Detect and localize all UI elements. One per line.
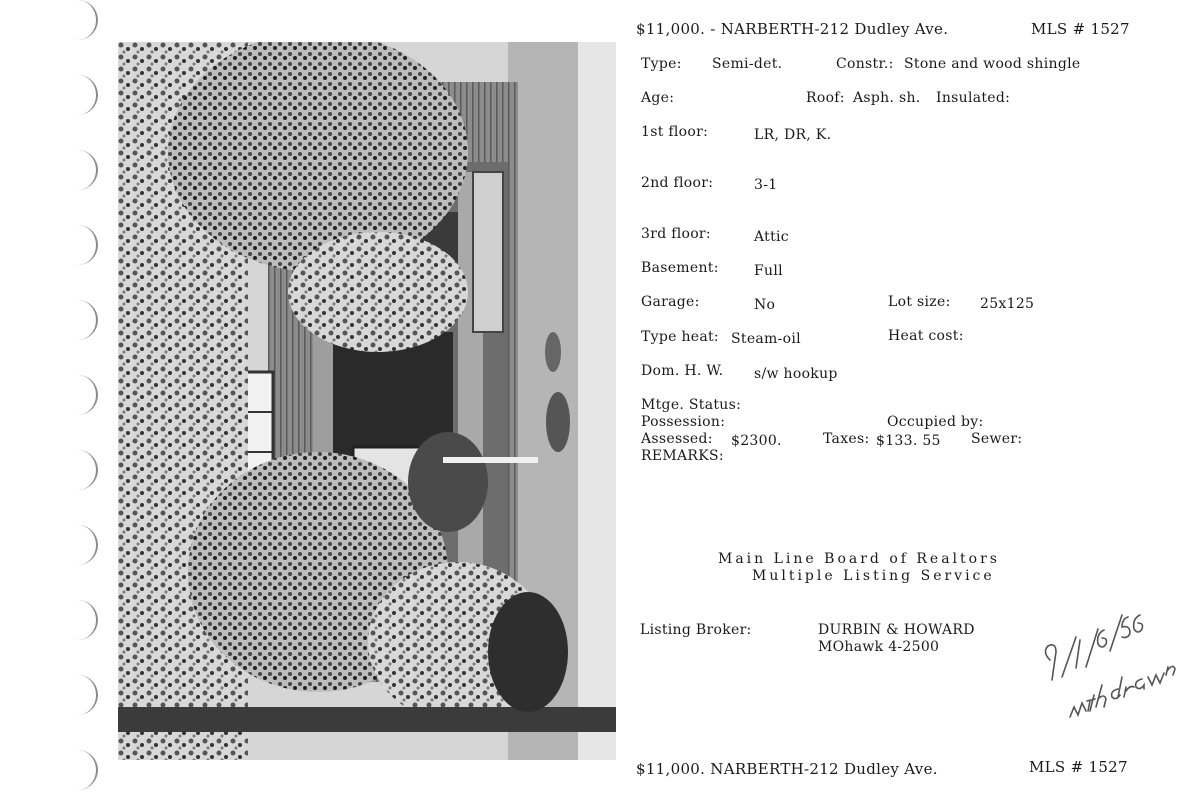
binder-hole — [70, 300, 98, 340]
remarks-label: REMARKS: — [641, 448, 724, 464]
taxes-label: Taxes: — [823, 431, 870, 447]
listing-header-mls: MLS # 1527 — [1031, 20, 1130, 38]
floor2-value: 3-1 — [754, 177, 778, 193]
lot-size-value: 25x125 — [980, 296, 1035, 312]
floor3-value: Attic — [754, 229, 789, 245]
sewer-label: Sewer: — [971, 431, 1023, 447]
binder-hole — [70, 75, 98, 115]
floor1-label: 1st floor: — [641, 124, 709, 140]
listing-footer-price-address: $11,000. NARBERTH-212 Dudley Ave. — [636, 760, 938, 778]
basement-label: Basement: — [641, 260, 719, 276]
handwritten-withdrawn-note — [1030, 585, 1200, 735]
floor2-label: 2nd floor: — [641, 175, 714, 191]
binder-hole — [70, 525, 98, 565]
type-label: Type: — [641, 56, 682, 72]
insulated-label: Insulated: — [936, 90, 1011, 106]
dom-hw-value: s/w hookup — [754, 366, 838, 382]
binder-hole — [70, 375, 98, 415]
lot-size-label: Lot size: — [888, 294, 951, 310]
roof-value: Asph. sh. — [853, 90, 921, 106]
house-photo — [118, 42, 616, 760]
listing-header-price-address: $11,000. - NARBERTH-212 Dudley Ave. — [636, 20, 949, 38]
binder-holes — [0, 0, 110, 800]
board-name: Main Line Board of Realtors — [718, 551, 1000, 567]
handwriting-image — [1030, 585, 1200, 735]
broker-phone: MOhawk 4-2500 — [818, 639, 940, 655]
heat-cost-label: Heat cost: — [888, 328, 964, 344]
board-service: Multiple Listing Service — [752, 568, 995, 584]
garage-value: No — [754, 297, 776, 313]
floor3-label: 3rd floor: — [641, 226, 711, 242]
assessed-label: Assessed: — [641, 431, 713, 447]
binder-hole — [70, 0, 98, 40]
mtge-status-label: Mtge. Status: — [641, 397, 742, 413]
age-label: Age: — [641, 90, 675, 106]
constr-value: Stone and wood shingle — [904, 56, 1081, 72]
assessed-value: $2300. — [731, 433, 782, 449]
heat-type-value: Steam-oil — [731, 331, 801, 347]
house-photo-image — [118, 42, 616, 760]
listing-footer-mls: MLS # 1527 — [1029, 758, 1128, 776]
taxes-value: $133. 55 — [876, 433, 941, 449]
binder-hole — [70, 450, 98, 490]
garage-label: Garage: — [641, 294, 700, 310]
floor1-value: LR, DR, K. — [754, 127, 832, 143]
binder-hole — [70, 225, 98, 265]
heat-type-label: Type heat: — [641, 329, 719, 345]
broker-label: Listing Broker: — [640, 622, 752, 638]
binder-hole — [70, 675, 98, 715]
dom-hw-label: Dom. H. W. — [641, 363, 724, 379]
binder-hole — [70, 600, 98, 640]
occupied-by-label: Occupied by: — [887, 414, 984, 430]
binder-hole — [70, 750, 98, 790]
roof-label: Roof: — [806, 90, 845, 106]
possession-label: Possession: — [641, 414, 726, 430]
constr-label: Constr.: — [836, 56, 894, 72]
type-value: Semi-det. — [712, 56, 783, 72]
broker-name: DURBIN & HOWARD — [818, 622, 975, 638]
basement-value: Full — [754, 263, 783, 279]
binder-hole — [70, 150, 98, 190]
